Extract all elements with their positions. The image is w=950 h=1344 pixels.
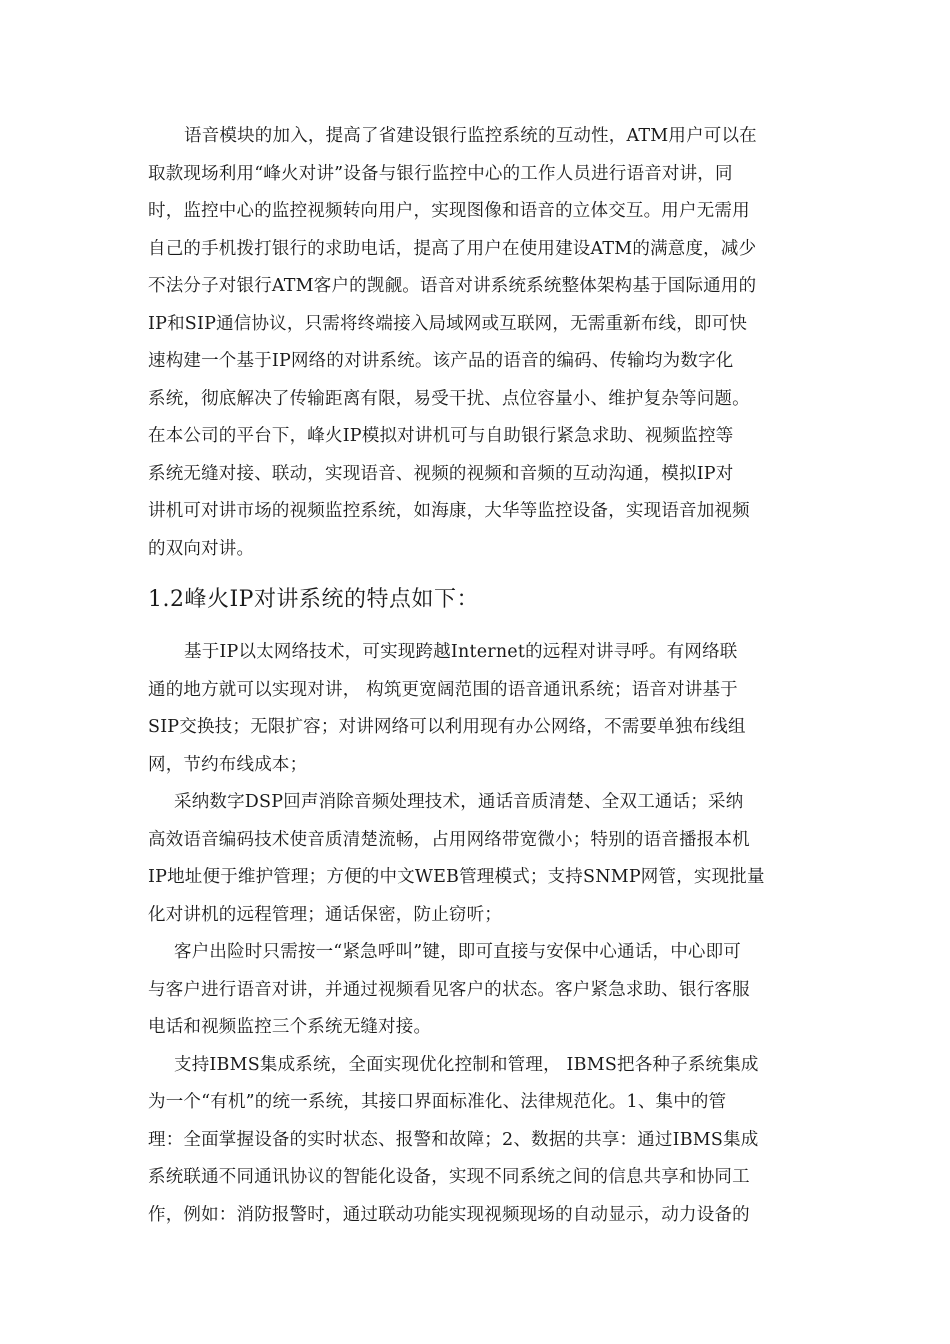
paragraph-ip-technology: [148, 634, 802, 784]
text-line: 基于IP以太网络技术，可实现跨越Internet的远程对讲寻呼。有网络联: [184, 642, 738, 662]
text-line: 速构建一个基于IP网络的对讲系统。该产品的语音的编码、传输均为数字化: [148, 351, 734, 371]
text-line: 客户出险时只需按一“紧急呼叫”键，即可直接与安保中心通话，中心即可: [174, 942, 741, 962]
document-page: [148, 118, 802, 1234]
text-line: 在本公司的平台下，峰火IP模拟对讲机可与自助银行紧急求助、视频监控等: [148, 426, 734, 446]
text-line: 为一个“有机”的统一系统，其接口界面标准化、法律规范化。1、集中的管: [148, 1092, 727, 1112]
text-line: 理：全面掌握设备的实时状态、报警和故障；2、数据的共享：通过IBMS集成: [148, 1129, 759, 1150]
text-line: 高效语音编码技术使音质清楚流畅，占用网络带宽微小；特别的语音播报本机: [148, 829, 750, 850]
text-line: 支持IBMS集成系统，全面实现优化控制和管理， IBMS把各种子系统集成: [174, 1054, 759, 1075]
text-line: 系统无缝对接、联动，实现语音、视频的视频和音频的互动沟通，模拟IP对: [148, 463, 734, 484]
paragraph-dsp-audio: [148, 784, 802, 934]
text-line: IP和SIP通信协议，只需将终端接入局域网或互联网，无需重新布线，即可快: [148, 313, 748, 334]
text-line: 系统，彻底解决了传输距离有限，易受干扰、点位容量小、维护复杂等问题。: [148, 388, 750, 409]
text-line: 与客户进行语音对讲，并通过视频看见客户的状态。客户紧急求助、银行客服: [148, 979, 750, 1000]
text-line: 自己的手机拨打银行的求助电话，提高了用户在使用建设ATM的满意度，减少: [148, 238, 757, 259]
paragraph-atm-voice-module: [148, 118, 802, 568]
text-line: 取款现场利用“峰火对讲”设备与银行监控中心的工作人员进行语音对讲，同: [148, 163, 733, 184]
paragraph-ibms-integration: [148, 1047, 802, 1235]
paragraph-emergency-call: [148, 934, 802, 1047]
text-line: 化对讲机的远程管理；通话保密，防止窃听；: [148, 904, 502, 925]
text-line: SIP交换技；无限扩容；对讲网络可以利用现有办公网络，不需要单独布线组: [148, 717, 746, 737]
text-line: IP地址便于维护管理；方便的中文WEB管理模式；支持SNMP网管，实现批量: [148, 867, 765, 887]
text-line: 时，监控中心的监控视频转向用户，实现图像和语音的立体交互。用户无需用: [148, 201, 750, 221]
text-line: 作，例如：消防报警时，通过联动功能实现视频现场的自动显示，动力设备的: [148, 1204, 750, 1225]
section-heading: 1.2峰火IP对讲系统的特点如下：: [148, 587, 479, 612]
text-line: 电话和视频监控三个系统无缝对接。: [148, 1017, 432, 1037]
text-line: 的双向对讲。: [148, 538, 255, 559]
text-line: 系统联通不同通讯协议的智能化设备，实现不同系统之间的信息共享和协同工: [148, 1167, 750, 1187]
text-line: 语音模块的加入，提高了省建设银行监控系统的互动性，ATM用户可以在: [184, 126, 757, 146]
text-line: 网，节约布线成本；: [148, 754, 308, 775]
text-line: 采纳数字DSP回声消除音频处理技术，通话音质清楚、全双工通话；采纳: [174, 792, 744, 812]
text-line: 讲机可对讲市场的视频监控系统，如海康，大华等监控设备，实现语音加视频: [148, 501, 750, 521]
text-line: 不法分子对银行ATM客户的觊觎。语音对讲系统系统整体架构基于国际通用的: [148, 276, 757, 296]
text-line: 通的地方就可以实现对讲， 构筑更宽阔范围的语音通讯系统；语音对讲基于: [148, 679, 738, 700]
